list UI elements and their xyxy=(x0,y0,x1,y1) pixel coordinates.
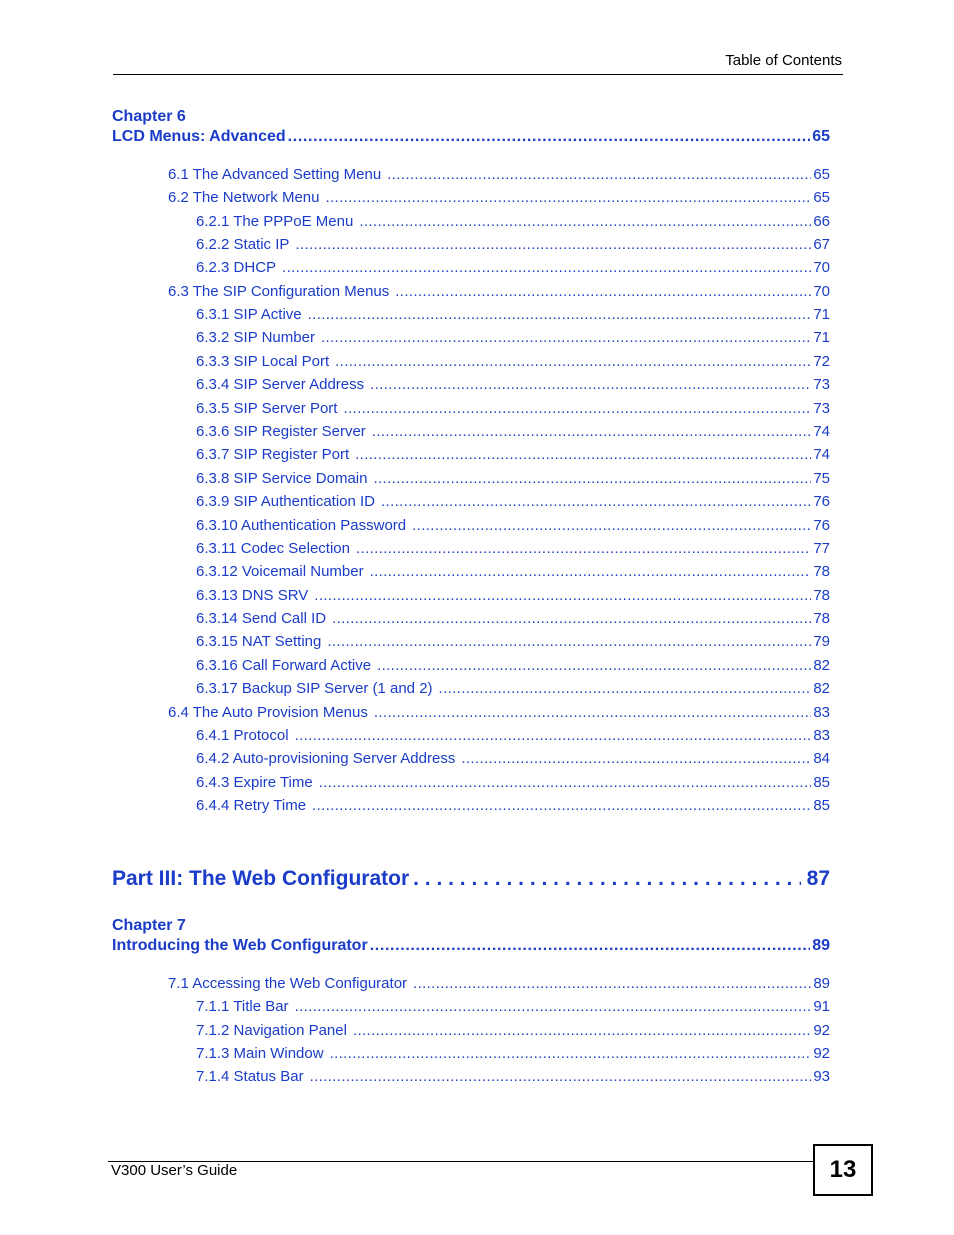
dot-leader xyxy=(319,774,812,791)
toc-entry-text: 6.3 The SIP Configuration Menus xyxy=(168,283,390,300)
header-divider xyxy=(113,74,843,75)
dot-leader xyxy=(330,1045,812,1062)
dot-leader xyxy=(387,166,811,183)
dot-leader xyxy=(327,633,811,650)
toc-entry-page: 71 xyxy=(813,306,830,323)
dot-leader xyxy=(359,213,811,230)
dot-leader xyxy=(370,376,811,393)
toc-entry-page: 78 xyxy=(813,587,830,604)
toc-entry[interactable] xyxy=(196,540,830,557)
toc-entry-page: 92 xyxy=(813,1045,830,1062)
toc-entry-text: 6.2.3 DHCP xyxy=(196,259,277,276)
dot-leader xyxy=(312,797,811,814)
toc-entry[interactable] xyxy=(196,1022,830,1039)
toc-entry-text: 6.3.14 Send Call ID xyxy=(196,610,327,627)
dot-leader xyxy=(282,259,811,276)
dot-leader xyxy=(439,680,812,697)
toc-entry[interactable] xyxy=(196,213,830,230)
toc-entry-text: 6.3.1 SIP Active xyxy=(196,306,302,323)
dot-leader xyxy=(461,750,811,767)
toc-entry-page: 84 xyxy=(813,750,830,767)
dot-leader xyxy=(335,353,811,370)
header-title: Table of Contents xyxy=(725,52,842,69)
toc-entry[interactable] xyxy=(196,774,830,791)
toc-entry-page: 70 xyxy=(813,259,830,276)
page-number: 13 xyxy=(829,1156,857,1183)
dot-leader xyxy=(370,563,812,580)
toc-entry[interactable] xyxy=(168,975,830,992)
dot-leader xyxy=(288,128,811,146)
toc-entry-page: 93 xyxy=(813,1068,830,1085)
toc-entry-page: 65 xyxy=(812,128,830,145)
toc-entry-page: 78 xyxy=(813,563,830,580)
toc-entry-page: 73 xyxy=(813,400,830,417)
toc-entry-page: 76 xyxy=(813,493,830,510)
toc-entry-text: 6.3.17 Backup SIP Server (1 and 2) xyxy=(196,680,433,697)
toc-entry[interactable] xyxy=(196,423,830,440)
toc-entry-text: 6.3.5 SIP Server Port xyxy=(196,400,338,417)
toc-entry-page: 72 xyxy=(813,353,830,370)
dot-leader xyxy=(314,587,811,604)
dot-leader xyxy=(412,517,811,534)
toc-entry[interactable] xyxy=(196,587,830,604)
toc-entry[interactable] xyxy=(196,750,830,767)
toc-entry-text: 6.3.13 DNS SRV xyxy=(196,587,309,604)
toc-entry-page: 83 xyxy=(813,704,830,721)
toc-entry-text: 6.3.2 SIP Number xyxy=(196,329,315,346)
toc-entry-page: 92 xyxy=(813,1022,830,1039)
dot-leader xyxy=(377,657,811,674)
dot-leader xyxy=(321,329,811,346)
toc-entry-text: 7.1 Accessing the Web Configurator xyxy=(168,975,408,992)
dot-leader xyxy=(374,704,811,721)
toc-entry-text: 6.2.2 Static IP xyxy=(196,236,290,253)
toc-entry-page: 83 xyxy=(813,727,830,744)
toc-entry[interactable] xyxy=(196,1068,830,1085)
toc-entry[interactable] xyxy=(196,446,830,463)
toc-entry-text: 6.3.15 NAT Setting xyxy=(196,633,322,650)
toc-entry-page: 76 xyxy=(813,517,830,534)
toc-entry-page: 91 xyxy=(813,998,830,1015)
toc-entry[interactable] xyxy=(196,680,830,697)
toc-entry-page: 65 xyxy=(813,166,830,183)
toc-entry-text: 6.1 The Advanced Setting Menu xyxy=(168,166,382,183)
toc-entry-text: 6.4.3 Expire Time xyxy=(196,774,313,791)
dot-leader xyxy=(353,1022,811,1039)
toc-entry[interactable] xyxy=(196,998,830,1015)
toc-entry[interactable] xyxy=(196,727,830,744)
dot-leader xyxy=(413,867,801,891)
dot-leader xyxy=(308,306,812,323)
toc-entry-text: 7.1.3 Main Window xyxy=(196,1045,324,1062)
toc-entry-page: 77 xyxy=(813,540,830,557)
toc-entry[interactable] xyxy=(196,633,830,650)
toc-entry-page: 74 xyxy=(813,423,830,440)
chapter-7-title-link[interactable] xyxy=(112,937,830,955)
toc-entry[interactable] xyxy=(196,259,830,276)
toc-entry-page: 82 xyxy=(813,657,830,674)
toc-entry-text: 6.4.1 Protocol xyxy=(196,727,289,744)
part-3-title-link[interactable] xyxy=(112,867,830,891)
toc-entry-text: LCD Menus: Advanced xyxy=(112,128,286,145)
toc-entry[interactable] xyxy=(196,797,830,814)
toc-entry[interactable] xyxy=(168,166,830,183)
toc-entry-text: 6.3.12 Voicemail Number xyxy=(196,563,364,580)
toc-entry[interactable] xyxy=(196,400,830,417)
toc-entry-text: 6.3.16 Call Forward Active xyxy=(196,657,372,674)
toc-entry-text: 6.3.9 SIP Authentication ID xyxy=(196,493,376,510)
dot-leader xyxy=(372,423,812,440)
dot-leader xyxy=(356,540,811,557)
toc-entry-page: 65 xyxy=(813,189,830,206)
toc-entry[interactable] xyxy=(196,353,830,370)
toc-entry-text: 7.1.4 Status Bar xyxy=(196,1068,304,1085)
dot-leader xyxy=(295,998,812,1015)
toc-entry[interactable] xyxy=(168,283,830,300)
dot-leader xyxy=(370,937,811,955)
toc-entry-page: 82 xyxy=(813,680,830,697)
toc-entry-text: Introducing the Web Configurator xyxy=(112,937,368,954)
toc-entry[interactable] xyxy=(196,1045,830,1062)
toc-entry-page: 71 xyxy=(813,329,830,346)
dot-leader xyxy=(355,446,811,463)
toc-entry-text: 6.3.11 Codec Selection xyxy=(196,540,350,557)
toc-entry-text: 6.2.1 The PPPoE Menu xyxy=(196,213,354,230)
toc-entry-text: 7.1.2 Navigation Panel xyxy=(196,1022,347,1039)
toc-entry-page: 89 xyxy=(813,975,830,992)
toc-entry-page: 87 xyxy=(806,867,830,890)
toc-entry[interactable] xyxy=(196,329,830,346)
toc-entry[interactable] xyxy=(196,493,830,510)
dot-leader xyxy=(295,236,811,253)
dot-leader xyxy=(381,493,811,510)
toc-entry-text: 7.1.1 Title Bar xyxy=(196,998,289,1015)
toc-entry[interactable] xyxy=(196,376,830,393)
toc-entry-text: 6.3.7 SIP Register Port xyxy=(196,446,350,463)
toc-entry-page: 70 xyxy=(813,283,830,300)
toc-entry-text: 6.3.4 SIP Server Address xyxy=(196,376,365,393)
toc-entry-page: 73 xyxy=(813,376,830,393)
toc-entry-text: 6.4.2 Auto-provisioning Server Address xyxy=(196,750,456,767)
dot-leader xyxy=(343,400,811,417)
toc-entry-page: 89 xyxy=(812,937,830,954)
toc-entry[interactable] xyxy=(168,189,830,206)
toc-entry-page: 78 xyxy=(813,610,830,627)
toc-entry[interactable] xyxy=(196,306,830,323)
toc-entry-text: 6.2 The Network Menu xyxy=(168,189,320,206)
toc-entry-text: 6.4 The Auto Provision Menus xyxy=(168,704,368,721)
toc-entry[interactable] xyxy=(196,517,830,534)
toc-entry[interactable] xyxy=(196,470,830,487)
toc-entry[interactable] xyxy=(196,610,830,627)
dot-leader xyxy=(413,975,811,992)
toc-entry-page: 75 xyxy=(813,470,830,487)
toc-entry-text: 6.3.6 SIP Register Server xyxy=(196,423,366,440)
page-number-box xyxy=(813,1144,873,1196)
chapter-6-title-link[interactable] xyxy=(112,128,830,146)
toc-entry-text: 6.3.10 Authentication Password xyxy=(196,517,407,534)
toc-entry[interactable] xyxy=(196,236,830,253)
footer-guide-title: V300 User’s Guide xyxy=(111,1162,238,1179)
dot-leader xyxy=(310,1068,812,1085)
toc-entry[interactable] xyxy=(168,704,830,721)
dot-leader xyxy=(373,470,811,487)
toc-entry-page: 74 xyxy=(813,446,830,463)
dot-leader xyxy=(325,189,811,206)
chapter-6-label[interactable]: Chapter 6 xyxy=(112,108,186,125)
dot-leader xyxy=(295,727,812,744)
toc-entry[interactable] xyxy=(196,563,830,580)
toc-entry-page: 66 xyxy=(813,213,830,230)
toc-entry-page: 79 xyxy=(813,633,830,650)
toc-entry-text: 6.3.3 SIP Local Port xyxy=(196,353,330,370)
toc-entry[interactable] xyxy=(196,657,830,674)
chapter-7-label[interactable]: Chapter 7 xyxy=(112,917,186,934)
toc-entry-page: 67 xyxy=(813,236,830,253)
dot-leader xyxy=(395,283,811,300)
dot-leader xyxy=(332,610,811,627)
toc-entry-text: Part III: The Web Configurator xyxy=(112,867,410,890)
toc-entry-text: 6.3.8 SIP Service Domain xyxy=(196,470,368,487)
toc-entry-page: 85 xyxy=(813,774,830,791)
toc-entry-text: 6.4.4 Retry Time xyxy=(196,797,307,814)
toc-entry-page: 85 xyxy=(813,797,830,814)
